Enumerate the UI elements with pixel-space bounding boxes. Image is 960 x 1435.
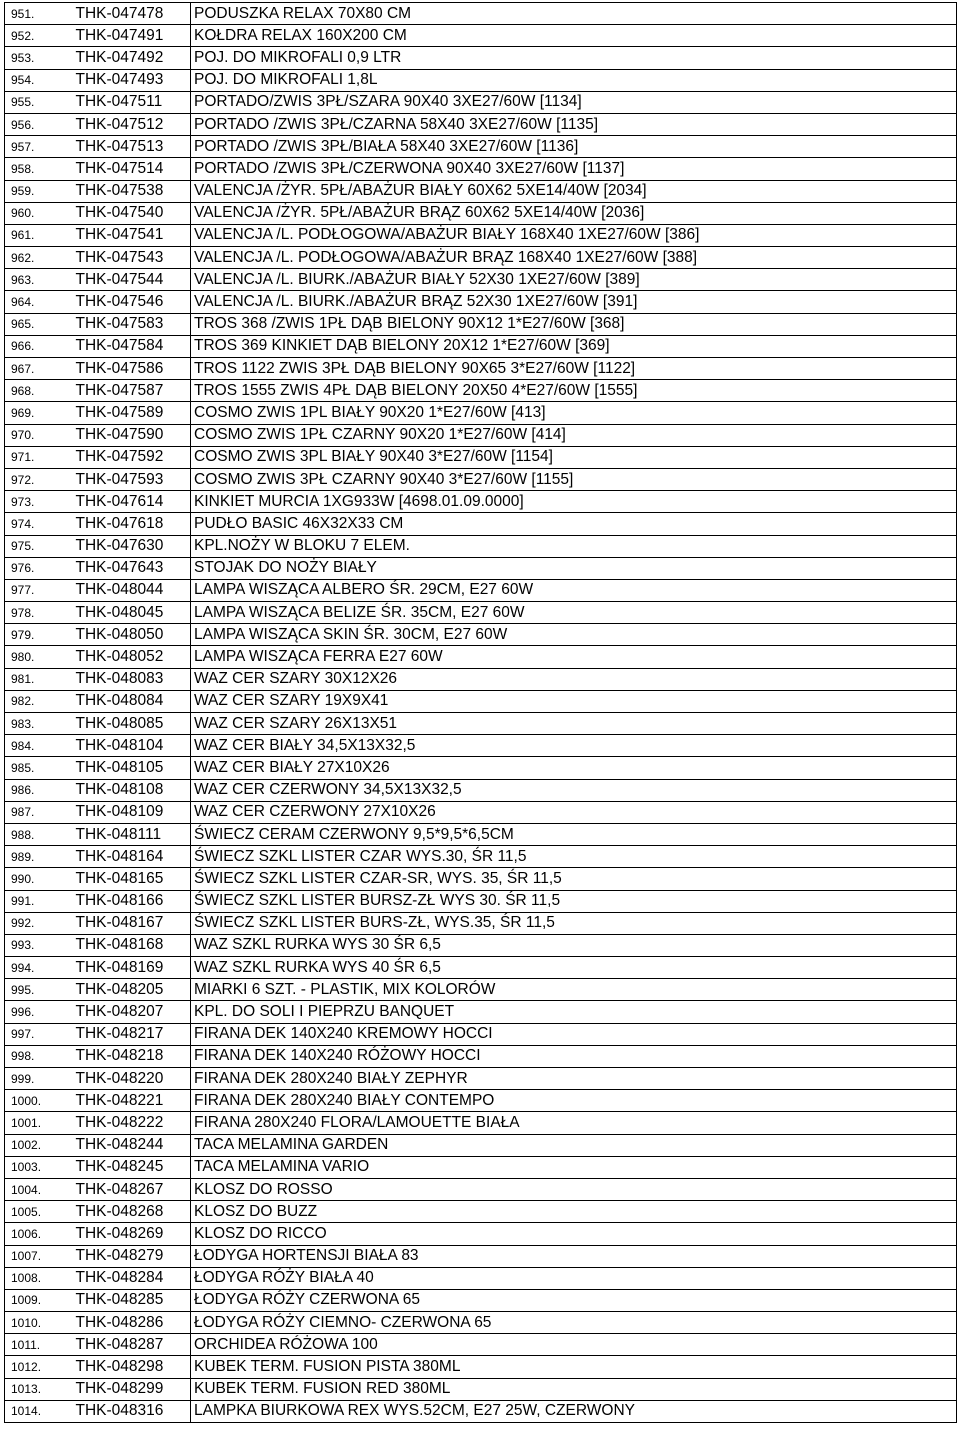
product-description: LAMPA WISZĄCA ALBERO ŚR. 29CM, E27 60W <box>191 579 957 601</box>
table-row <box>5 402 957 424</box>
table-row <box>5 868 957 890</box>
product-description: POJ. DO MIKROFALI 1,8L <box>191 69 957 91</box>
product-code: THK-048165 <box>73 868 191 890</box>
table-row <box>5 1267 957 1289</box>
row-number: 954. <box>5 69 73 91</box>
table-row <box>5 1289 957 1311</box>
product-description: TACA MELAMINA VARIO <box>191 1156 957 1178</box>
product-description: VALENCJA /ŻYR. 5PŁ/ABAŻUR BIAŁY 60X62 5XE14/40W [2034] <box>191 180 957 202</box>
product-code: THK-047512 <box>73 113 191 135</box>
table-row <box>5 47 957 69</box>
row-number: 1000. <box>5 1090 73 1112</box>
product-code: THK-047478 <box>73 3 191 25</box>
product-code: THK-047492 <box>73 47 191 69</box>
row-number: 957. <box>5 136 73 158</box>
table-row <box>5 313 957 335</box>
table-row <box>5 158 957 180</box>
product-code: THK-048269 <box>73 1223 191 1245</box>
product-description: WAZ CER BIAŁY 27X10X26 <box>191 757 957 779</box>
product-description: TROS 369 KINKIET DĄB BIELONY 20X12 1*E27/60W [369] <box>191 335 957 357</box>
table-row <box>5 136 957 158</box>
product-code: THK-048287 <box>73 1334 191 1356</box>
row-number: 1014. <box>5 1400 73 1422</box>
product-code: THK-047511 <box>73 91 191 113</box>
row-number: 983. <box>5 713 73 735</box>
product-description: ŚWIECZ SZKL LISTER BURSZ-ZŁ WYS 30. ŚR 11,5 <box>191 890 957 912</box>
row-number: 968. <box>5 380 73 402</box>
product-description: KLOSZ DO RICCO <box>191 1223 957 1245</box>
product-code: THK-048316 <box>73 1400 191 1422</box>
table-row <box>5 1045 957 1067</box>
product-code: THK-048221 <box>73 1090 191 1112</box>
product-description: VALENCJA /ŻYR. 5PŁ/ABAŻUR BRĄZ 60X62 5XE14/40W [2036] <box>191 202 957 224</box>
product-description: VALENCJA /L. BIURK./ABAŻUR BRĄZ 52X30 1XE27/60W [391] <box>191 291 957 313</box>
row-number: 999. <box>5 1068 73 1090</box>
row-number: 988. <box>5 823 73 845</box>
table-row <box>5 934 957 956</box>
row-number: 953. <box>5 47 73 69</box>
row-number: 989. <box>5 846 73 868</box>
row-number: 987. <box>5 801 73 823</box>
product-code: THK-048168 <box>73 934 191 956</box>
row-number: 1013. <box>5 1378 73 1400</box>
product-code: THK-048050 <box>73 624 191 646</box>
table-row <box>5 202 957 224</box>
product-code: THK-048104 <box>73 735 191 757</box>
product-description: KINKIET MURCIA 1XG933W [4698.01.09.0000] <box>191 491 957 513</box>
product-description: PUDŁO BASIC 46X32X33 CM <box>191 513 957 535</box>
product-description: KUBEK TERM. FUSION RED 380ML <box>191 1378 957 1400</box>
row-number: 962. <box>5 247 73 269</box>
table-row <box>5 1134 957 1156</box>
product-description: ŁODYGA RÓŻY BIAŁA 40 <box>191 1267 957 1289</box>
product-code: THK-047491 <box>73 25 191 47</box>
product-description: LAMPA WISZĄCA SKIN ŚR. 30CM, E27 60W <box>191 624 957 646</box>
row-number: 1008. <box>5 1267 73 1289</box>
product-description: COSMO ZWIS 3PL BIAŁY 90X40 3*E27/60W [1154] <box>191 446 957 468</box>
product-description: FIRANA DEK 280X240 BIAŁY CONTEMPO <box>191 1090 957 1112</box>
row-number: 959. <box>5 180 73 202</box>
product-code: THK-048245 <box>73 1156 191 1178</box>
product-code: THK-047543 <box>73 247 191 269</box>
product-code: THK-047583 <box>73 313 191 335</box>
row-number: 967. <box>5 358 73 380</box>
table-row <box>5 335 957 357</box>
product-code: THK-048279 <box>73 1245 191 1267</box>
table-row <box>5 1356 957 1378</box>
row-number: 980. <box>5 646 73 668</box>
table-row <box>5 912 957 934</box>
row-number: 996. <box>5 1001 73 1023</box>
table-row <box>5 1245 957 1267</box>
row-number: 1011. <box>5 1334 73 1356</box>
table-row <box>5 113 957 135</box>
product-code: THK-048164 <box>73 846 191 868</box>
row-number: 975. <box>5 535 73 557</box>
product-description: COSMO ZWIS 3PŁ CZARNY 90X40 3*E27/60W [1155] <box>191 468 957 490</box>
table-row <box>5 468 957 490</box>
row-number: 961. <box>5 224 73 246</box>
table-row <box>5 1112 957 1134</box>
row-number: 977. <box>5 579 73 601</box>
product-description: KOŁDRA RELAX 160X200 CM <box>191 25 957 47</box>
table-row <box>5 380 957 402</box>
product-description: ŁODYGA RÓŻY CZERWONA 65 <box>191 1289 957 1311</box>
product-code: THK-048207 <box>73 1001 191 1023</box>
table-row <box>5 890 957 912</box>
table-row <box>5 1178 957 1200</box>
product-table-body <box>5 3 957 1423</box>
row-number: 958. <box>5 158 73 180</box>
product-description: PORTADO /ZWIS 3PŁ/CZERWONA 90X40 3XE27/60W [1137] <box>191 158 957 180</box>
row-number: 1002. <box>5 1134 73 1156</box>
table-row <box>5 247 957 269</box>
product-description: PORTADO/ZWIS 3PŁ/SZARA 90X40 3XE27/60W [1134] <box>191 91 957 113</box>
table-row <box>5 1334 957 1356</box>
product-code: THK-048085 <box>73 713 191 735</box>
table-row <box>5 224 957 246</box>
product-code: THK-048052 <box>73 646 191 668</box>
product-description: PODUSZKA RELAX 70X80 CM <box>191 3 957 25</box>
product-description: TACA MELAMINA GARDEN <box>191 1134 957 1156</box>
table-row <box>5 602 957 624</box>
product-code: THK-048169 <box>73 957 191 979</box>
product-description: TROS 1122 ZWIS 3PŁ DĄB BIELONY 90X65 3*E27/60W [1122] <box>191 358 957 380</box>
table-row <box>5 3 957 25</box>
row-number: 971. <box>5 446 73 468</box>
product-description: WAZ CER CZERWONY 34,5X13X32,5 <box>191 779 957 801</box>
product-description: ŁODYGA RÓŻY CIEMNO- CZERWONA 65 <box>191 1312 957 1334</box>
product-code: THK-047584 <box>73 335 191 357</box>
table-row <box>5 757 957 779</box>
row-number: 998. <box>5 1045 73 1067</box>
product-description: TROS 1555 ZWIS 4PŁ DĄB BIELONY 20X50 4*E27/60W [1555] <box>191 380 957 402</box>
row-number: 994. <box>5 957 73 979</box>
product-description: ORCHIDEA RÓŻOWA 100 <box>191 1334 957 1356</box>
product-code: THK-047592 <box>73 446 191 468</box>
table-row <box>5 25 957 47</box>
table-row <box>5 646 957 668</box>
table-row <box>5 513 957 535</box>
product-description: WAZ CER CZERWONY 27X10X26 <box>191 801 957 823</box>
row-number: 956. <box>5 113 73 135</box>
product-description: WAZ CER SZARY 19X9X41 <box>191 690 957 712</box>
row-number: 997. <box>5 1023 73 1045</box>
product-description: ŚWIECZ SZKL LISTER CZAR WYS.30, ŚR 11,5 <box>191 846 957 868</box>
product-code: THK-048044 <box>73 579 191 601</box>
row-number: 986. <box>5 779 73 801</box>
table-row <box>5 957 957 979</box>
row-number: 985. <box>5 757 73 779</box>
table-row <box>5 69 957 91</box>
table-row <box>5 579 957 601</box>
product-code: THK-048244 <box>73 1134 191 1156</box>
product-table <box>4 2 957 1423</box>
product-description: WAZ SZKL RURKA WYS 30 ŚR 6,5 <box>191 934 957 956</box>
product-description: VALENCJA /L. PODŁOGOWA/ABAŻUR BIAŁY 168X40 1XE27/60W [386] <box>191 224 957 246</box>
product-description: PORTADO /ZWIS 3PŁ/CZARNA 58X40 3XE27/60W [1135] <box>191 113 957 135</box>
row-number: 952. <box>5 25 73 47</box>
row-number: 992. <box>5 912 73 934</box>
product-description: KPL. DO SOLI I PIEPRZU BANQUET <box>191 1001 957 1023</box>
product-code: THK-048167 <box>73 912 191 934</box>
product-code: THK-048108 <box>73 779 191 801</box>
product-description: WAZ CER SZARY 30X12X26 <box>191 668 957 690</box>
product-code: THK-047590 <box>73 424 191 446</box>
product-code: THK-047614 <box>73 491 191 513</box>
product-description: FIRANA 280X240 FLORA/LAMOUETTE BIAŁA <box>191 1112 957 1134</box>
product-description: KUBEK TERM. FUSION PISTA 380ML <box>191 1356 957 1378</box>
product-code: THK-048166 <box>73 890 191 912</box>
table-row <box>5 491 957 513</box>
product-code: THK-048220 <box>73 1068 191 1090</box>
table-row <box>5 424 957 446</box>
row-number: 1010. <box>5 1312 73 1334</box>
row-number: 960. <box>5 202 73 224</box>
row-number: 974. <box>5 513 73 535</box>
table-row <box>5 269 957 291</box>
row-number: 1009. <box>5 1289 73 1311</box>
product-description: COSMO ZWIS 1PL BIAŁY 90X20 1*E27/60W [413] <box>191 402 957 424</box>
row-number: 995. <box>5 979 73 1001</box>
row-number: 964. <box>5 291 73 313</box>
product-description: LAMPA WISZĄCA BELIZE ŚR. 35CM, E27 60W <box>191 602 957 624</box>
product-description: KLOSZ DO ROSSO <box>191 1178 957 1200</box>
row-number: 1005. <box>5 1201 73 1223</box>
product-code: THK-047586 <box>73 358 191 380</box>
product-code: THK-048045 <box>73 602 191 624</box>
product-description: STOJAK DO NOŻY BIAŁY <box>191 557 957 579</box>
table-row <box>5 557 957 579</box>
table-row <box>5 668 957 690</box>
row-number: 970. <box>5 424 73 446</box>
table-row <box>5 91 957 113</box>
row-number: 965. <box>5 313 73 335</box>
row-number: 1003. <box>5 1156 73 1178</box>
product-code: THK-048218 <box>73 1045 191 1067</box>
product-description: ŚWIECZ SZKL LISTER BURS-ZŁ, WYS.35, ŚR 11,5 <box>191 912 957 934</box>
product-description: VALENCJA /L. PODŁOGOWA/ABAŻUR BRĄZ 168X40 1XE27/60W [388] <box>191 247 957 269</box>
product-code: THK-048222 <box>73 1112 191 1134</box>
product-code: THK-047630 <box>73 535 191 557</box>
product-code: THK-048298 <box>73 1356 191 1378</box>
row-number: 1007. <box>5 1245 73 1267</box>
product-code: THK-048268 <box>73 1201 191 1223</box>
row-number: 993. <box>5 934 73 956</box>
table-row <box>5 1400 957 1422</box>
table-row <box>5 735 957 757</box>
table-row <box>5 446 957 468</box>
product-description: POJ. DO MIKROFALI 0,9 LTR <box>191 47 957 69</box>
table-row <box>5 690 957 712</box>
table-row <box>5 1201 957 1223</box>
product-description: KPL.NOŻY W BLOKU 7 ELEM. <box>191 535 957 557</box>
product-description: FIRANA DEK 140X240 RÓŻOWY HOCCI <box>191 1045 957 1067</box>
table-row <box>5 1023 957 1045</box>
row-number: 982. <box>5 690 73 712</box>
product-description: VALENCJA /L. BIURK./ABAŻUR BIAŁY 52X30 1XE27/60W [389] <box>191 269 957 291</box>
product-code: THK-048299 <box>73 1378 191 1400</box>
table-row <box>5 1090 957 1112</box>
product-code: THK-048205 <box>73 979 191 1001</box>
product-description: ŚWIECZ CERAM CZERWONY 9,5*9,5*6,5CM <box>191 823 957 845</box>
table-row <box>5 1068 957 1090</box>
product-code: THK-048286 <box>73 1312 191 1334</box>
product-code: THK-048285 <box>73 1289 191 1311</box>
product-code: THK-047643 <box>73 557 191 579</box>
table-row <box>5 1223 957 1245</box>
table-row <box>5 801 957 823</box>
row-number: 973. <box>5 491 73 513</box>
table-row <box>5 624 957 646</box>
row-number: 984. <box>5 735 73 757</box>
row-number: 1012. <box>5 1356 73 1378</box>
product-code: THK-048111 <box>73 823 191 845</box>
row-number: 1004. <box>5 1178 73 1200</box>
table-row <box>5 823 957 845</box>
product-description: ŚWIECZ SZKL LISTER CZAR-SR, WYS. 35, ŚR 11,5 <box>191 868 957 890</box>
product-code: THK-048284 <box>73 1267 191 1289</box>
product-code: THK-048267 <box>73 1178 191 1200</box>
product-description: MIARKI 6 SZT. - PLASTIK, MIX KOLORÓW <box>191 979 957 1001</box>
product-description: ŁODYGA HORTENSJI BIAŁA 83 <box>191 1245 957 1267</box>
product-description: WAZ CER SZARY 26X13X51 <box>191 713 957 735</box>
row-number: 955. <box>5 91 73 113</box>
table-row <box>5 779 957 801</box>
row-number: 951. <box>5 3 73 25</box>
table-row <box>5 1001 957 1023</box>
table-row <box>5 180 957 202</box>
product-code: THK-048109 <box>73 801 191 823</box>
product-description: TROS 368 /ZWIS 1PŁ DĄB BIELONY 90X12 1*E27/60W [368] <box>191 313 957 335</box>
product-code: THK-048105 <box>73 757 191 779</box>
product-description: FIRANA DEK 280X240 BIAŁY ZEPHYR <box>191 1068 957 1090</box>
row-number: 1006. <box>5 1223 73 1245</box>
row-number: 963. <box>5 269 73 291</box>
product-code: THK-047589 <box>73 402 191 424</box>
product-code: THK-047513 <box>73 136 191 158</box>
table-row <box>5 979 957 1001</box>
product-code: THK-047618 <box>73 513 191 535</box>
row-number: 976. <box>5 557 73 579</box>
product-description: PORTADO /ZWIS 3PŁ/BIAŁA 58X40 3XE27/60W [1136] <box>191 136 957 158</box>
product-code: THK-048217 <box>73 1023 191 1045</box>
product-description: COSMO ZWIS 1PŁ CZARNY 90X20 1*E27/60W [414] <box>191 424 957 446</box>
table-row <box>5 358 957 380</box>
product-code: THK-047493 <box>73 69 191 91</box>
product-description: KLOSZ DO BUZZ <box>191 1201 957 1223</box>
product-description: LAMPKA BIURKOWA REX WYS.52CM, E27 25W, CZERWONY <box>191 1400 957 1422</box>
table-row <box>5 1156 957 1178</box>
product-code: THK-048083 <box>73 668 191 690</box>
row-number: 981. <box>5 668 73 690</box>
product-code: THK-047587 <box>73 380 191 402</box>
table-row <box>5 1312 957 1334</box>
product-description: WAZ CER BIAŁY 34,5X13X32,5 <box>191 735 957 757</box>
row-number: 969. <box>5 402 73 424</box>
product-description: LAMPA WISZĄCA FERRA E27 60W <box>191 646 957 668</box>
row-number: 972. <box>5 468 73 490</box>
table-row <box>5 1378 957 1400</box>
row-number: 991. <box>5 890 73 912</box>
product-code: THK-047540 <box>73 202 191 224</box>
row-number: 978. <box>5 602 73 624</box>
row-number: 966. <box>5 335 73 357</box>
product-code: THK-047538 <box>73 180 191 202</box>
table-row <box>5 713 957 735</box>
product-description: FIRANA DEK 140X240 KREMOWY HOCCI <box>191 1023 957 1045</box>
product-code: THK-047544 <box>73 269 191 291</box>
table-row <box>5 291 957 313</box>
row-number: 979. <box>5 624 73 646</box>
product-code: THK-048084 <box>73 690 191 712</box>
product-code: THK-047546 <box>73 291 191 313</box>
product-code: THK-047593 <box>73 468 191 490</box>
product-description: WAZ SZKL RURKA WYS 40 ŚR 6,5 <box>191 957 957 979</box>
row-number: 1001. <box>5 1112 73 1134</box>
table-row <box>5 535 957 557</box>
row-number: 990. <box>5 868 73 890</box>
product-code: THK-047541 <box>73 224 191 246</box>
table-row <box>5 846 957 868</box>
product-code: THK-047514 <box>73 158 191 180</box>
